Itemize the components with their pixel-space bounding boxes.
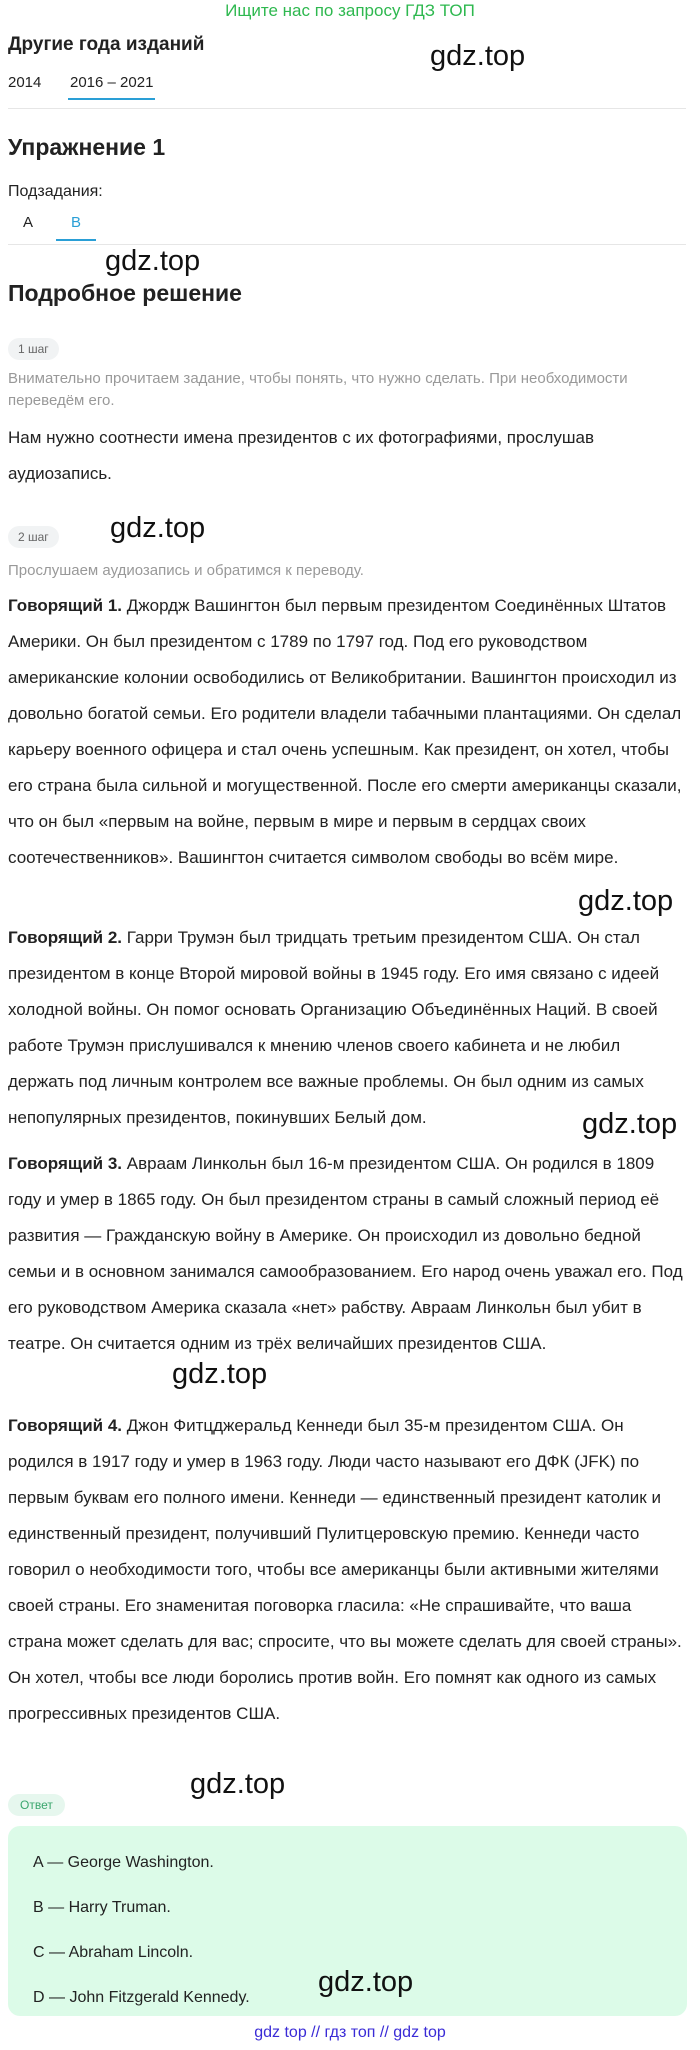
subtasks-label: Подзадания: bbox=[8, 183, 103, 200]
footer-link[interactable]: гдз топ bbox=[324, 2024, 376, 2041]
tab-subtask-b[interactable]: B bbox=[56, 214, 96, 241]
watermark: gdz.top bbox=[190, 1768, 286, 1800]
answer-item: C — Abraham Lincoln. bbox=[33, 1944, 194, 1961]
solution-title: Подробное решение bbox=[8, 280, 242, 306]
answer-item: D — John Fitzgerald Kennedy. bbox=[33, 1989, 250, 2006]
tab-year-2016-2021[interactable]: 2016 – 2021 bbox=[68, 74, 155, 100]
answer-item: A — George Washington. bbox=[33, 1854, 214, 1871]
footer-separator: // bbox=[379, 2024, 389, 2041]
step-hint: Внимательно прочитаем задание, чтобы понять, что нужно сделать. При необходимости переведём его. bbox=[8, 370, 628, 409]
step-hint: Прослушаем аудиозапись и обратимся к переводу. bbox=[8, 562, 364, 579]
footer-separator: // bbox=[311, 2024, 321, 2041]
exercise-title: Упражнение 1 bbox=[8, 134, 166, 160]
speaker-paragraph bbox=[8, 1408, 690, 1732]
speaker-text: Джордж Вашингтон был первым президентом Соединённых Штатов Америки. Он был президентом с 1789 по 1797 год. Под его руководством американские колонии освободились от Великобритании. Вашингтон происходил из довольно богатой семьи. Его родители владели табачными плантациями. Он сделал карьеру военного офицера и стал очень успешным. Как президент, он хотел, чтобы его страна была сильной и могущественной. После его смерти американцы сказали, что он был «первым на войне, первым в мире и первым в сердцах своих соотечественников». Вашингтон считается символом свободы во всём мире. bbox=[8, 596, 682, 867]
editions-title: Другие года изданий bbox=[8, 34, 205, 55]
tab-subtask-a[interactable]: A bbox=[22, 214, 33, 231]
watermark: gdz.top bbox=[578, 885, 674, 917]
editions-tabs bbox=[8, 70, 686, 109]
watermark: gdz.top bbox=[110, 512, 206, 544]
footer-links bbox=[0, 2024, 700, 2042]
footer-link[interactable]: gdz top bbox=[254, 2024, 307, 2041]
step-text: Нам нужно соотнести имена президентов с их фотографиями, прослушав аудиозапись. bbox=[8, 428, 594, 483]
speaker-paragraph bbox=[8, 588, 690, 876]
speaker-label: Говорящий 2. bbox=[8, 928, 123, 947]
speaker-paragraph bbox=[8, 1146, 690, 1362]
speaker-label: Говорящий 4. bbox=[8, 1416, 123, 1435]
speaker-label: Говорящий 1. bbox=[8, 596, 123, 615]
speaker-text: Авраам Линкольн был 16-м президентом США. Он родился в 1809 году и умер в 1865 году. Он был президентом страны в самый сложный период её развития — Гражданскую войну в Америке. Он происходил из довольно бедной семьи и в основном занимался самообразованием. Его народ очень уважал его. Под его руководством Америка сказала «нет» рабству. Авраам Линкольн был убит в театре. Он считается одним из трёх величайших президентов США. bbox=[8, 1154, 683, 1353]
speaker-text: Джон Фитцджеральд Кеннеди был 35-м президентом США. Он родился в 1917 году и умер в 1963 году. Люди часто называют его ДФК (JFK) по первым буквам его полного имени. Кеннеди — единственный президент католик и единственный президент, получивший Пулитцеровскую премию. Кеннеди часто говорил о необходимости того, чтобы все американцы были активными жителями своей страны. Его знаменитая поговорка гласила: «Не спрашивайте, что ваша страна может сделать для вас; спросите, что вы можете сделать для своей страны». Он хотел, чтобы все люди боролись против войн. Его помнят как одного из самых прогрессивных президентов США. bbox=[8, 1416, 682, 1723]
answer-item: B — Harry Truman. bbox=[33, 1899, 171, 1916]
speaker-text: Гарри Трумэн был тридцать третьим президентом США. Он стал президентом в конце Второй мировой войны в 1945 году. Его имя связано с идеей холодной войны. Он помог основать Организацию Объединённых Наций. В своей работе Трумэн прислушивался к мнению членов своего кабинета и не любил держать под личным контролем все важные проблемы. Он был одним из самых непопулярных президентов, покинувших Белый дом. bbox=[8, 928, 660, 1127]
watermark: gdz.top bbox=[430, 40, 526, 72]
speaker-paragraph bbox=[8, 920, 690, 1136]
step-badge: 2 шаг bbox=[8, 526, 59, 548]
answer-badge: Ответ bbox=[8, 1794, 65, 1816]
watermark: gdz.top bbox=[172, 1358, 268, 1390]
tab-year-2014[interactable]: 2014 bbox=[8, 74, 42, 91]
speaker-label: Говорящий 3. bbox=[8, 1154, 123, 1173]
watermark: gdz.top bbox=[318, 1966, 414, 1998]
watermark: gdz.top bbox=[105, 245, 201, 277]
subtasks-tabs bbox=[8, 210, 686, 245]
promo-banner[interactable]: Ищите нас по запросу ГДЗ ТОП bbox=[225, 1, 475, 20]
step-badge: 1 шаг bbox=[8, 338, 59, 360]
footer-link[interactable]: gdz top bbox=[393, 2024, 446, 2041]
watermark: gdz.top bbox=[582, 1108, 678, 1140]
